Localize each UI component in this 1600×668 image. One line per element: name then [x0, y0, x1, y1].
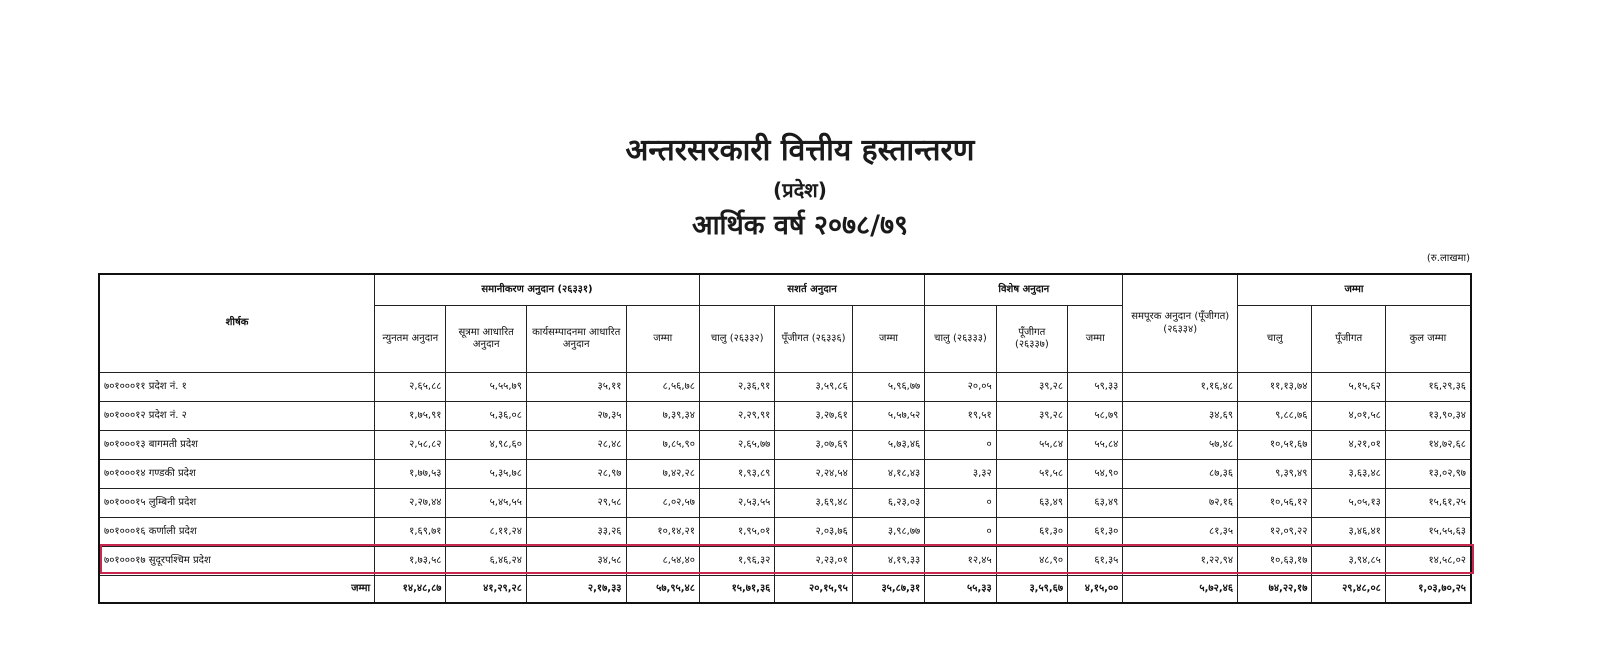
value-cell: २,०३,७६ — [775, 518, 852, 547]
document-title: अन्तरसरकारी वित्तीय हस्तान्तरण — [625, 133, 975, 168]
total-cell: ५५,३३ — [925, 576, 996, 604]
value-cell: ३,९८,७७ — [852, 518, 924, 547]
sub-header: चालु (२६३३२) — [699, 306, 774, 373]
row-label: ७०१०००१६ कर्णाली प्रदेश — [99, 518, 375, 547]
group-total: जम्मा — [1238, 274, 1471, 306]
value-cell: ३४,६९ — [1123, 402, 1238, 431]
value-cell: ३४,५८ — [526, 547, 626, 576]
value-cell: ३९,२८ — [996, 402, 1067, 431]
value-cell: ७,३९,३४ — [626, 402, 699, 431]
row-label: ७०१०००१४ गण्डकी प्रदेश — [99, 460, 375, 489]
value-cell: ५१,५८ — [996, 460, 1067, 489]
sub-header: कुल जम्मा — [1385, 306, 1471, 373]
value-cell: १०,५६,१२ — [1238, 489, 1312, 518]
value-cell: ५५,८४ — [1068, 431, 1123, 460]
value-cell: १०,५१,६७ — [1238, 431, 1312, 460]
sub-header: चालु — [1238, 306, 1312, 373]
value-cell: २,५३,५५ — [699, 489, 774, 518]
value-cell: ३,३२ — [925, 460, 996, 489]
value-cell: ५,५५,७९ — [446, 373, 526, 402]
value-cell: २,६५,७७ — [699, 431, 774, 460]
table-row — [99, 431, 1471, 460]
value-cell: २०,०५ — [925, 373, 996, 402]
value-cell: ३,०७,६९ — [775, 431, 852, 460]
value-cell: ५,५७,५२ — [852, 402, 924, 431]
total-cell: १,०३,७०,२५ — [1385, 576, 1471, 604]
total-cell: ४,१५,०० — [1068, 576, 1123, 604]
value-cell: ५,४५,५५ — [446, 489, 526, 518]
total-cell: २९,४८,०८ — [1312, 576, 1385, 604]
value-cell: २७,३५ — [526, 402, 626, 431]
fiscal-year: आर्थिक वर्ष २०७८/७९ — [691, 210, 909, 241]
value-cell: १३,०२,९७ — [1385, 460, 1471, 489]
total-cell: ५७,९५,४८ — [626, 576, 699, 604]
value-cell: १,९३,८९ — [699, 460, 774, 489]
value-cell: १६,२९,३६ — [1385, 373, 1471, 402]
total-cell: ३५,८७,३१ — [852, 576, 924, 604]
row-label: ७०१०००१३ बागमती प्रदेश — [99, 431, 375, 460]
value-cell: ५,१५,६२ — [1312, 373, 1385, 402]
value-cell: ३३,२६ — [526, 518, 626, 547]
sub-header: जम्मा — [852, 306, 924, 373]
total-cell: २,१७,३३ — [526, 576, 626, 604]
value-cell: ५५,८४ — [996, 431, 1067, 460]
unit-note: (रु.लाखमा) — [1426, 253, 1470, 264]
value-cell: ४,१८,४३ — [852, 460, 924, 489]
value-cell: २८,४८ — [526, 431, 626, 460]
value-cell: ५४,९० — [1068, 460, 1123, 489]
value-cell: १४,५८,०२ — [1385, 547, 1471, 576]
value-cell: ५,०५,१३ — [1312, 489, 1385, 518]
value-cell: ६,२३,०३ — [852, 489, 924, 518]
row-label: ७०१०००१२ प्रदेश नं. २ — [99, 402, 375, 431]
value-cell: ५,३६,०८ — [446, 402, 526, 431]
sub-header: जम्मा — [1068, 306, 1123, 373]
value-cell: ८,५६,७८ — [626, 373, 699, 402]
value-cell: ६१,३० — [996, 518, 1067, 547]
sub-header: सूत्रमा आधारित अनुदान — [446, 306, 526, 373]
value-cell: ५७,४८ — [1123, 431, 1238, 460]
sub-header: कार्यसम्पादनमा आधारित अनुदान — [526, 306, 626, 373]
total-cell: ५,७२,४६ — [1123, 576, 1238, 604]
value-cell: ६१,३५ — [1068, 547, 1123, 576]
value-cell: २,२७,४४ — [375, 489, 446, 518]
value-cell: ५९,३३ — [1068, 373, 1123, 402]
value-cell: २,२३,०१ — [775, 547, 852, 576]
value-cell: ८,५४,४० — [626, 547, 699, 576]
value-cell: १,७७,५३ — [375, 460, 446, 489]
table-body — [99, 373, 1471, 604]
table-row — [99, 373, 1471, 402]
value-cell: ७२,१६ — [1123, 489, 1238, 518]
value-cell: २८,९७ — [526, 460, 626, 489]
value-cell: ५८,७९ — [1068, 402, 1123, 431]
sub-header: पूँजीगत — [1312, 306, 1385, 373]
value-cell: २,३६,९१ — [699, 373, 774, 402]
heading-cell: शीर्षक — [99, 274, 375, 373]
total-row — [99, 576, 1471, 604]
value-cell: ६,४६,२४ — [446, 547, 526, 576]
value-cell: ० — [925, 431, 996, 460]
value-cell: ६३,४९ — [996, 489, 1067, 518]
value-cell: ९,३९,४९ — [1238, 460, 1312, 489]
value-cell: १५,६१,२५ — [1385, 489, 1471, 518]
sub-header: चालु (२६३३३) — [925, 306, 996, 373]
value-cell: ४,२१,०१ — [1312, 431, 1385, 460]
value-cell: १,९५,०१ — [699, 518, 774, 547]
value-cell: ४८,९० — [996, 547, 1067, 576]
value-cell: ११,१३,७४ — [1238, 373, 1312, 402]
total-label: जम्मा — [99, 576, 375, 604]
value-cell: ८,०२,५७ — [626, 489, 699, 518]
value-cell: ५,७३,४६ — [852, 431, 924, 460]
value-cell: ७,४२,२८ — [626, 460, 699, 489]
table-row — [99, 518, 1471, 547]
value-cell: ४,१९,३३ — [852, 547, 924, 576]
value-cell: १,६९,७१ — [375, 518, 446, 547]
row-label: ७०१०००११ प्रदेश नं. १ — [99, 373, 375, 402]
value-cell: ४,९८,६० — [446, 431, 526, 460]
value-cell: ३,६९,४८ — [775, 489, 852, 518]
value-cell: ३,९४,८५ — [1312, 547, 1385, 576]
sub-header: पूँजीगत (२६३३६) — [775, 306, 852, 373]
value-cell: ३,६३,४८ — [1312, 460, 1385, 489]
total-cell: ४१,२९,२८ — [446, 576, 526, 604]
value-cell: २,५८,८२ — [375, 431, 446, 460]
value-cell: ५,३५,७८ — [446, 460, 526, 489]
value-cell: १३,९०,३४ — [1385, 402, 1471, 431]
value-cell: १०,६३,१७ — [1238, 547, 1312, 576]
group-equalization: समानीकरण अनुदान (२६३३१) — [375, 274, 700, 306]
group-special: विशेष अनुदान — [925, 274, 1123, 306]
value-cell: १०,१४,२१ — [626, 518, 699, 547]
value-cell: ३,४६,४१ — [1312, 518, 1385, 547]
group-complementary: समपूरक अनुदान (पूँजीगत) (२६३३४) — [1123, 274, 1238, 373]
table-row — [99, 460, 1471, 489]
value-cell: ० — [925, 518, 996, 547]
value-cell: ८७,३६ — [1123, 460, 1238, 489]
value-cell: ० — [925, 489, 996, 518]
value-cell: ७,८५,९० — [626, 431, 699, 460]
table-row — [99, 547, 1471, 576]
value-cell: ३,२७,६१ — [775, 402, 852, 431]
sub-header: पूँजीगत (२६३३७) — [996, 306, 1067, 373]
row-label: ७०१०००१७ सुदूरपश्चिम प्रदेश — [99, 547, 375, 576]
document-subtitle: (प्रदेश) — [773, 178, 827, 202]
table-row — [99, 402, 1471, 431]
value-cell: ३५,११ — [526, 373, 626, 402]
value-cell: ५,९६,७७ — [852, 373, 924, 402]
value-cell: १९,५१ — [925, 402, 996, 431]
value-cell: १२,४५ — [925, 547, 996, 576]
sub-header: न्युनतम अनुदान — [375, 306, 446, 373]
value-cell: ८,११,२४ — [446, 518, 526, 547]
total-cell: १५,७१,३६ — [699, 576, 774, 604]
value-cell: २,२४,५४ — [775, 460, 852, 489]
value-cell: २९,५८ — [526, 489, 626, 518]
value-cell: ३९,२८ — [996, 373, 1067, 402]
sub-header: जम्मा — [626, 306, 699, 373]
row-label: ७०१०००१५ लुम्बिनी प्रदेश — [99, 489, 375, 518]
value-cell: १,७५,९१ — [375, 402, 446, 431]
total-cell: १४,४८,८७ — [375, 576, 446, 604]
table-row — [99, 489, 1471, 518]
value-cell: १,१६,४८ — [1123, 373, 1238, 402]
value-cell: १,९६,३२ — [699, 547, 774, 576]
value-cell: १,२२,९४ — [1123, 547, 1238, 576]
value-cell: ९,८८,७६ — [1238, 402, 1312, 431]
transfer-table — [98, 273, 1472, 604]
value-cell: २,६५,८८ — [375, 373, 446, 402]
total-cell: २०,१५,९५ — [775, 576, 852, 604]
value-cell: ८१,३५ — [1123, 518, 1238, 547]
value-cell: ३,५९,८६ — [775, 373, 852, 402]
value-cell: १,७३,५८ — [375, 547, 446, 576]
value-cell: १२,०९,२२ — [1238, 518, 1312, 547]
value-cell: ४,०१,५८ — [1312, 402, 1385, 431]
group-conditional: सशर्त अनुदान — [699, 274, 924, 306]
total-cell: ७४,२२,१७ — [1238, 576, 1312, 604]
value-cell: २,२९,९१ — [699, 402, 774, 431]
value-cell: ६१,३० — [1068, 518, 1123, 547]
value-cell: १४,७२,६८ — [1385, 431, 1471, 460]
total-cell: ३,५९,६७ — [996, 576, 1067, 604]
value-cell: १५,५५,६३ — [1385, 518, 1471, 547]
value-cell: ६३,४९ — [1068, 489, 1123, 518]
